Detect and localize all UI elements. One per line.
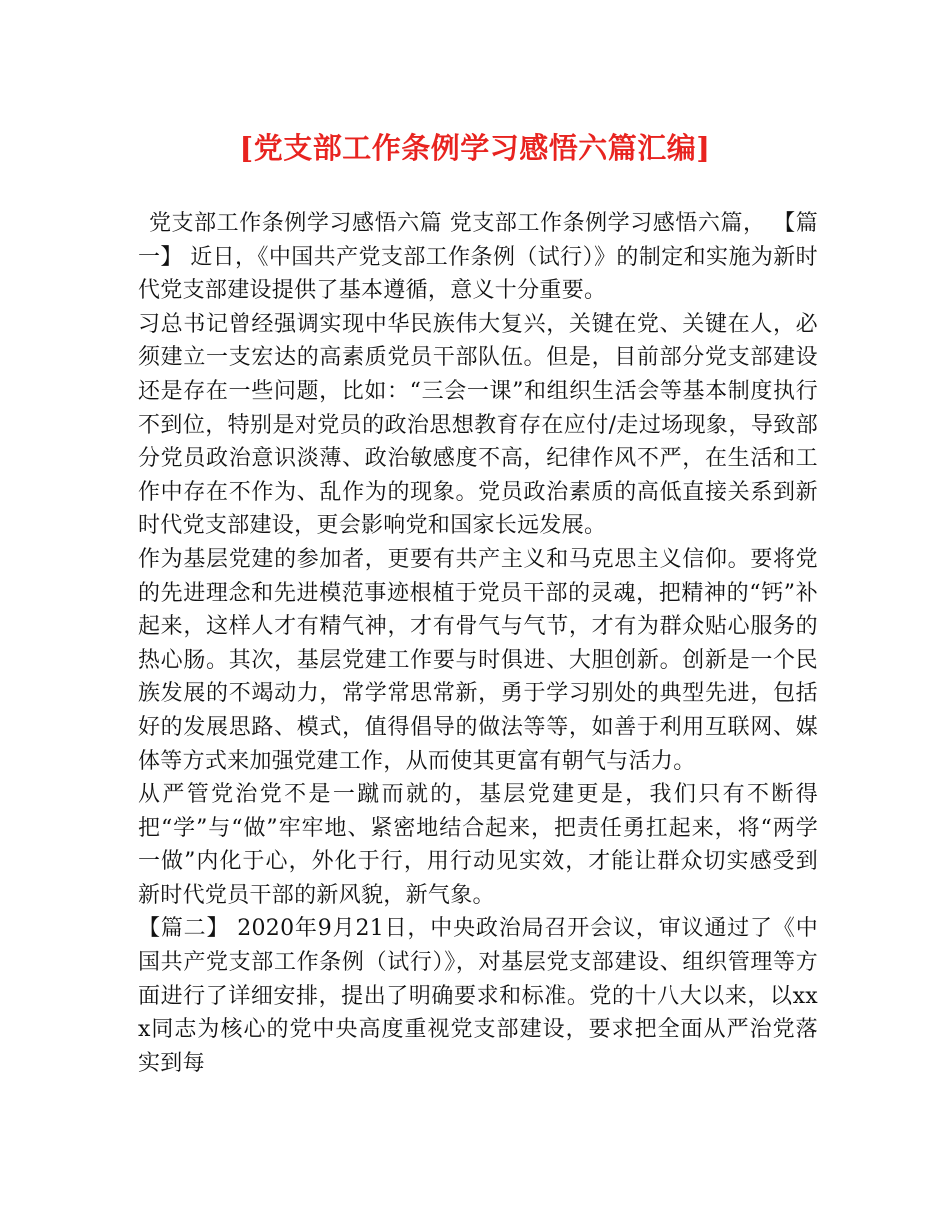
paragraph: 习总书记曾经强调实现中华民族伟大复兴，关键在党、关键在人，必须建立一支宏达的高素质党员干部队伍。但是，目前部分党支部建设还是存在一些问题，比如：“三会一课”和组织生活会等基本制度执行不到位，特别是对党员的政治思想教育存在应付/走过场现象，导致部分党员政治意识淡薄、政治敏感度不高，纪律作风不严，在生活和工作中存在不作为、乱作为的现象。党员政治素质的高低直接关系到新时代党支部建设，更会影响党和国家长远发展。 <box>138 311 818 539</box>
paragraph: 作为基层党建的参加者，更要有共产主义和马克思主义信仰。要将党的先进理念和先进模范事迹根植于党员干部的灵魂，把精神的“钙”补起来，这样人才有精气神，才有骨气与气节，才有为群众贴心服务的热心肠。其次，基层党建工作要与时俱进、大胆创新。创新是一个民族发展的不竭动力，常学常思常新，勇于学习别处的典型先进，包括好的发展思路、模式，值得倡导的做法等等，如善于利用互联网、媒体等方式来加强党建工作，从而使其更富有朝气与活力。 <box>138 546 818 774</box>
paragraph: 【篇二】 2020年9月21日，中央政治局召开会议，审议通过了《中国共产党支部工作条例（试行）》，对基层党支部建设、组织管理等方面进行了详细安排，提出了明确要求和标准。党的十八大以来，以xxx同志为核心的党中央高度重视党支部建设，要求把全面从严治党落实到每 <box>138 916 818 1076</box>
document-title: [党支部工作条例学习感悟六篇汇编] <box>239 131 711 165</box>
paragraph: 党支部工作条例学习感悟六篇 党支部工作条例学习感悟六篇， 【篇一】 近日，《中国共产党支部工作条例（试行）》的制定和实施为新时代党支部建设提供了基本遵循，意义十分重要。 <box>138 211 818 304</box>
document-body <box>138 207 818 1080</box>
paragraph: 从严管党治党不是一蹴而就的，基层党建更是，我们只有不断得把“学”与“做”牢牢地、紧密地结合起来，把责任勇扛起来，将“两学一做”内化于心，外化于行，用行动见实效，才能让群众切实感受到新时代党员干部的新风貌，新气象。 <box>138 782 818 908</box>
